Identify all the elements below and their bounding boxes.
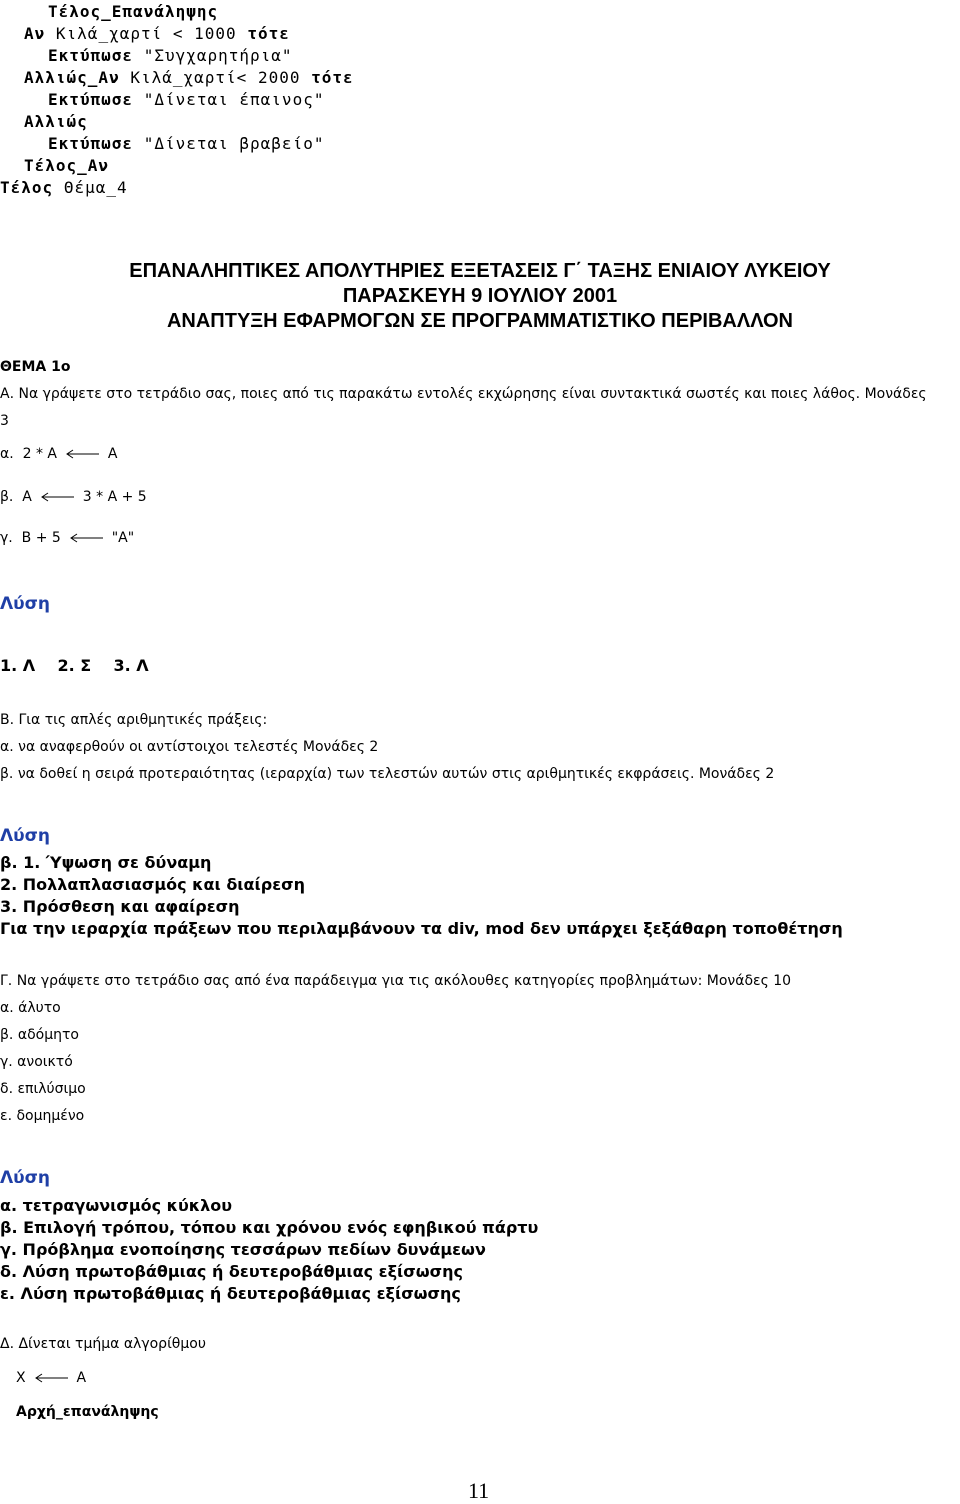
- solution-c-line: β. Επιλογή τρόπου, τόπου και χρόνου ενός εφηβικού πάρτυ: [0, 1218, 539, 1237]
- code-line-else: Αλλιώς: [24, 112, 88, 131]
- code-line-print: [48, 90, 324, 109]
- code-string: "Δίνεται έπαινος": [143, 90, 325, 109]
- code-keyword: Αλλιώς_Αν: [24, 68, 120, 87]
- solution-c-line: ε. Λύση πρωτοβάθμιας ή δευτεροβάθμιας εξίσωσης: [0, 1284, 461, 1303]
- question-d-title: Δ. Δίνεται τμήμα αλγορίθμου: [0, 1336, 206, 1352]
- code-name: Θέμα_4: [63, 178, 128, 197]
- assignment-item: [0, 489, 147, 505]
- question-c-item: ε. δομημένο: [0, 1108, 85, 1124]
- item-right: Α: [107, 446, 118, 462]
- item-left: Α: [22, 489, 32, 505]
- item-right: 3 * Α + 5: [82, 489, 147, 505]
- code-line-print: [48, 46, 293, 65]
- item-label: γ.: [0, 530, 13, 546]
- code-keyword: τότε: [247, 24, 290, 43]
- code-line-if: [24, 24, 290, 43]
- solution-label: Λύση: [0, 594, 50, 614]
- code-line-elseif: [24, 68, 354, 87]
- item-left: Β + 5: [21, 530, 61, 546]
- exam-header-line-1: ΕΠΑΝΑΛΗΠΤΙΚΕΣ ΑΠΟΛΥΤΗΡΙΕΣ ΕΞΕΤΑΣΕΙΣ Γ΄ ΤΑΞΗΣ ΕΝΙΑΙΟΥ ΛΥΚΕΙΟΥ: [129, 260, 831, 282]
- exam-header-line-2: ΠΑΡΑΣΚΕΥΗ 9 ΙΟΥΛΙΟΥ 2001: [342, 285, 618, 307]
- algorithm-loop-start: Αρχή_επανάληψης: [16, 1404, 159, 1420]
- item-left: 2 * Α: [22, 446, 57, 462]
- question-b-title: Β. Για τις απλές αριθμητικές πράξεις:: [0, 712, 268, 728]
- item-label: α.: [0, 446, 14, 462]
- question-a-points: 3: [0, 413, 9, 429]
- theme-title: ΘΕΜΑ 1ο: [0, 359, 71, 375]
- question-a-text: Α. Να γράψετε στο τετράδιο σας, ποιες από τις παρακάτω εντολές εκχώρησης είναι συντακτικά σωστές και ποιες λάθος. Μονάδες: [0, 386, 927, 402]
- question-b-b: β. να δοθεί η σειρά προτεραιότητας (ιεραρχία) των τελεστών αυτών στις αριθμητικές εκφράσεις. Μονάδες 2: [0, 766, 775, 782]
- solution-c-line: α. τετραγωνισμός κύκλου: [0, 1196, 233, 1215]
- page-number: 11: [468, 1478, 490, 1503]
- solution-c-line: γ. Πρόβλημα ενοποίησης τεσσάρων πεδίων δυνάμεων: [0, 1240, 486, 1259]
- question-c-title: Γ. Να γράψετε στο τετράδιο σας από ένα παράδειγμα για τις ακόλουθες κατηγορίες προβλημάτων: Μονάδες 10: [0, 973, 792, 989]
- code-string: "Συγχαρητήρια": [143, 46, 293, 65]
- assignment-arrow-icon: [34, 1373, 68, 1383]
- solution-a: 1. Λ 2. Σ 3. Λ: [0, 656, 149, 675]
- solution-label: Λύση: [0, 1168, 50, 1188]
- solution-b-line: β. 1. Ύψωση σε δύναμη: [0, 853, 212, 872]
- exam-header-line-3: ΑΝΑΠΤΥΞΗ ΕΦΑΡΜΟΓΩΝ ΣΕ ΠΡΟΓΡΑΜΜΑΤΙΣΤΙΚΟ ΠΕΡΙΒΑΛΛΟΝ: [166, 310, 794, 332]
- code-line-end: [0, 178, 128, 197]
- assignment-arrow-icon: [40, 492, 74, 502]
- question-c-item: δ. επιλύσιμο: [0, 1081, 86, 1097]
- code-line-end-repeat: Τέλος_Επανάληψης: [48, 2, 219, 21]
- item-right: "Α": [111, 530, 135, 546]
- question-c-item: α. άλυτο: [0, 1000, 61, 1016]
- code-string: "Δίνεται βραβείο": [143, 134, 325, 153]
- code-expression: Κιλά_χαρτί < 1000: [55, 24, 237, 43]
- solution-b-line: Για την ιεραρχία πράξεων που περιλαμβάνουν τα div, mod δεν υπάρχει ξεξάθαρη τοποθέτηση: [0, 919, 843, 938]
- solution-b-line: 3. Πρόσθεση και αφαίρεση: [0, 897, 240, 916]
- code-keyword: Εκτύπωσε: [48, 134, 134, 153]
- code-keyword: Εκτύπωσε: [48, 46, 134, 65]
- code-keyword: Εκτύπωσε: [48, 90, 134, 109]
- solution-c-line: δ. Λύση πρωτοβάθμιας ή δευτεροβάθμιας εξίσωσης: [0, 1262, 463, 1281]
- code-line-end-if: Τέλος_Αν: [24, 156, 110, 175]
- assignment-item: [0, 530, 134, 546]
- item-left: Χ: [16, 1370, 26, 1386]
- item-right: Α: [76, 1370, 87, 1386]
- code-keyword: Τέλος: [0, 178, 54, 197]
- algorithm-assignment: [16, 1370, 86, 1386]
- assignment-item: [0, 446, 117, 462]
- question-c-item: γ. ανοικτό: [0, 1054, 73, 1070]
- question-b-a: α. να αναφερθούν οι αντίστοιχοι τελεστές Μονάδες 2: [0, 739, 379, 755]
- assignment-arrow-icon: [65, 449, 99, 459]
- code-expression: Κιλά_χαρτί< 2000: [130, 68, 301, 87]
- solution-label: Λύση: [0, 826, 50, 846]
- item-label: β.: [0, 489, 14, 505]
- code-keyword: τότε: [311, 68, 354, 87]
- solution-b-line: 2. Πολλαπλασιασμός και διαίρεση: [0, 875, 305, 894]
- code-keyword: Αν: [24, 24, 46, 43]
- assignment-arrow-icon: [69, 533, 103, 543]
- code-line-print: [48, 134, 324, 153]
- question-c-item: β. αδόμητο: [0, 1027, 79, 1043]
